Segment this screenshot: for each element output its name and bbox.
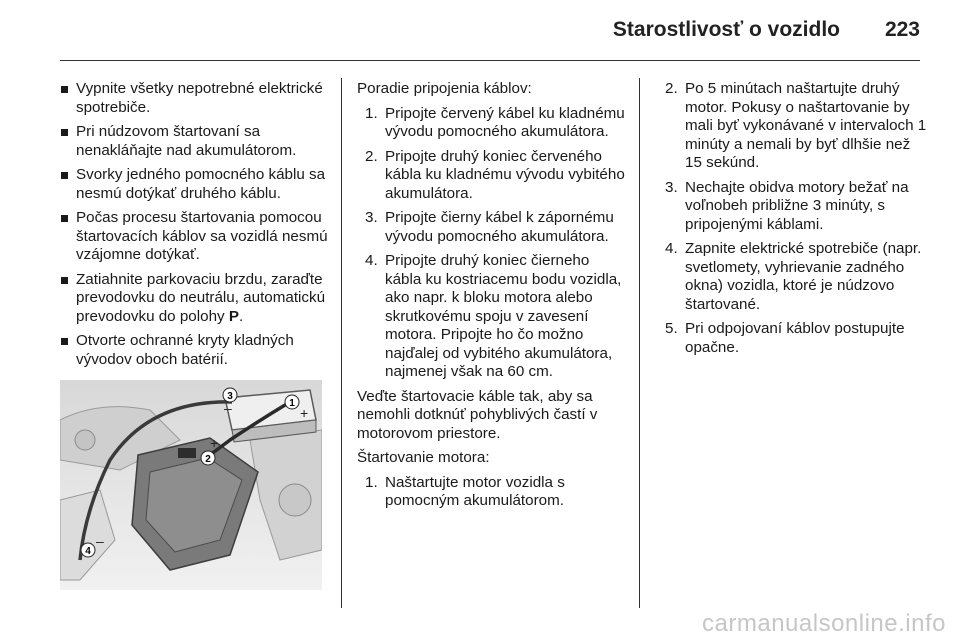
start-steps [357, 474, 625, 511]
watermark: carmanualsonline.info [702, 610, 946, 637]
column-divider-right [639, 78, 640, 608]
engine-part [279, 484, 311, 516]
step-text: Pripojte druhý koniec červeného kábla ku kladnému vývodu vybitého akumulátora. [385, 147, 625, 202]
step-item [665, 320, 927, 357]
step-item [357, 209, 625, 246]
start-steps-continued [665, 80, 927, 357]
marker-label: 1 [289, 398, 295, 409]
step-number: 4. [665, 240, 678, 257]
column-connection-order [357, 80, 625, 517]
start-heading: Štartovanie motora: [357, 449, 490, 466]
bullet-item [60, 271, 330, 327]
bullet-item: Pri núdzovom štartovaní sa nenakláňajte nad akumulátorom. [60, 123, 330, 160]
bullet-item: Vypnite všetky nepotrebné elektrické spotrebiče. [60, 80, 330, 117]
step-number: 1. [365, 473, 378, 491]
bullet-item: Otvorte ochranné kryty kladných vývodov oboch batérií. [60, 332, 330, 369]
jump-start-illustration [60, 380, 322, 590]
step-text: Pri odpojovaní káblov postupujte opačne. [685, 320, 905, 356]
step-number: 4. [365, 252, 378, 269]
minus-sign: – [96, 533, 104, 549]
minus-sign: – [224, 400, 232, 416]
connection-steps [357, 105, 625, 382]
step-number: 3. [365, 209, 378, 226]
step-item [357, 105, 625, 142]
battery-terminal-block [178, 448, 196, 458]
engine-bay-drawing [60, 380, 322, 590]
marker-1 [285, 395, 299, 409]
precaution-list [60, 80, 330, 369]
step-number: 1. [365, 104, 378, 122]
marker-label: 2 [205, 454, 211, 465]
column-precautions [60, 80, 330, 375]
step-text: Nechajte obidva motory bežať na voľnobeh približne 3 minúty, s pripojenými káblami. [685, 178, 909, 233]
header-rule [60, 60, 920, 61]
step-item [357, 474, 625, 511]
column-divider-left [341, 78, 342, 608]
engine-part [75, 430, 95, 450]
routing-note: Veďte štartovacie káble tak, aby sa nemohli dotknúť pohyblivých častí v motorovom priestore. [357, 387, 598, 442]
step-number: 3. [665, 178, 678, 196]
step-text: Pripojte červený kábel ku kladnému vývodu pomocného akumulátora. [385, 104, 625, 140]
step-item [357, 252, 625, 382]
page-number: 223 [884, 18, 920, 41]
step-item [665, 179, 927, 235]
step-item [665, 240, 927, 314]
step-text: Naštartujte motor vozidla s pomocným akumulátorom. [385, 473, 565, 509]
step-text: Po 5 minútach naštartujte druhý motor. Pokusy o naštartovanie by mali byť vykonávané v intervaloch 1 minúty a nemali by byť dlhšie než 15 sekúnd. [685, 80, 927, 171]
marker-label: 4 [85, 546, 91, 557]
bullet-item: Počas procesu štartovania pomocou štartovacích káblov sa vozidlá nesmú vzájomne dotýkať. [60, 209, 330, 265]
marker-2 [201, 451, 215, 465]
bullet-text: Zatiahnite parkovaciu brzdu, zaraďte prevodovku do neutrálu, automatickú prevodovku do polohy [76, 270, 326, 325]
step-text: Pripojte druhý koniec čierneho kábla ku kostriacemu bodu vozidla, ako napr. k bloku motora alebo skrutkovému spoju v zavesení motora. Pripojte ho čo možno najďalej od vybitého akumulátora, najmenej však na 60 cm. [385, 252, 622, 380]
step-text: Pripojte čierny kábel k zápornému vývodu pomocného akumulátora. [385, 209, 614, 245]
marker-4 [81, 543, 95, 557]
connection-intro: Poradie pripojenia káblov: [357, 80, 532, 97]
bullet-text-end: . [238, 307, 244, 325]
step-number: 2. [365, 147, 378, 165]
step-number: 5. [665, 320, 678, 337]
plus-sign: + [210, 435, 219, 451]
column-start-continued [665, 80, 927, 363]
step-number: 2. [665, 80, 678, 97]
bullet-item: Svorky jedného pomocného káblu sa nesmú dotýkať druhého káblu. [60, 166, 330, 203]
step-item [665, 80, 927, 173]
plus-sign: + [300, 405, 309, 421]
gear-position-p: P [228, 307, 239, 325]
step-item [357, 148, 625, 204]
header-title: Starostlivosť o vozidlo [612, 18, 840, 41]
step-text: Zapnite elektrické spotrebiče (napr. svetlomety, vyhrievanie zadného okna) vozidla, ktoré je núdzovo štartované. [685, 240, 922, 313]
marker-label: 3 [227, 391, 233, 402]
